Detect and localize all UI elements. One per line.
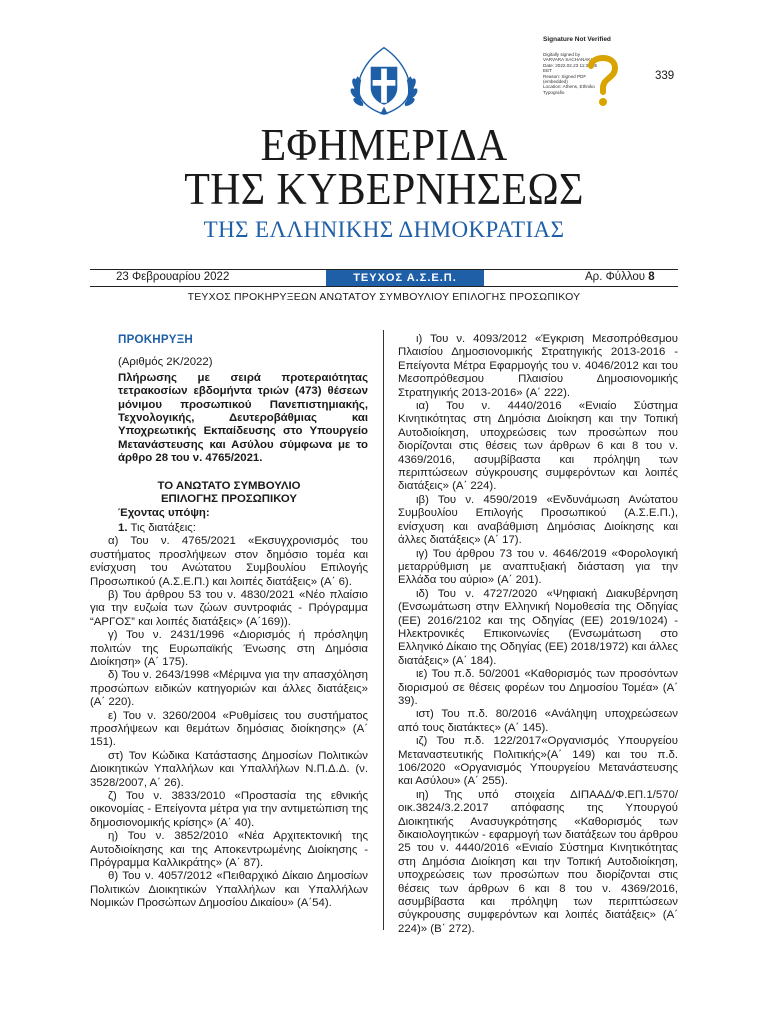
list-item: η) Του ν. 3852/2010 «Νέα Αρχιτεκτονική της Αυτοδιοίκησης και της Αποκεντρωμένης Διοίκησης - Πρόγραμμα Καλλικράτης» (Α΄ 87).	[90, 830, 368, 870]
provisions-intro	[118, 522, 368, 535]
notice-heading: ΠΡΟΚΗΡΥΞΗ	[118, 333, 193, 346]
authority-line1: ΤΟ ΑΝΩΤΑΤΟ ΣΥΜΒΟΥΛΙΟ	[157, 479, 301, 492]
issue-number-label: Αρ. Φύλλου	[585, 271, 646, 283]
gazette-subtitle: ΤΗΣ ΕΛΛΗΝΙΚΗΣ ΔΗΜΟΚΡΑΤΙΑΣ	[203, 217, 565, 242]
list-item: στ) Τον Κώδικα Κατάστασης Δημοσίων Πολιτικών Διοικητικών Υπαλλήλων και Υπαλλήλων Ν.Π.Δ.Δ. (ν. 3528/2007, Α΄ 26).	[90, 749, 368, 789]
notice-summary: Πλήρωσης με σειρά προτεραιότητας τετρακοσίων εβδομήντα τριών (473) θέσεων μόνιμου προσωπικού Πανεπιστημιακής, Τεχνολογικής, Δευτεροβάθμιας και Υποχρεωτικής Εκπαίδευσης στο Υπουργείο Μετανάστευσης και Ασύλου σύμφωνα με το άρθρο 28 του ν. 4765/2021.	[118, 371, 368, 465]
issue-number-value: 8	[648, 271, 655, 283]
issuing-authority	[90, 480, 368, 507]
list-item: α) Του ν. 4765/2021 «Εκσυγχρονισμός του συστήματος προσλήψεων στον δημόσιο τομέα και ενίσχυση του Ανώτατου Συμβουλίου Επιλογής Προσωπικού (Α.Σ.Ε.Π.) και λοιπές διατάξεις» (Α΄ 6).	[90, 535, 368, 588]
page-number: 339	[655, 70, 675, 82]
series-full-title: ΤΕΥΧΟΣ ΠΡΟΚΗΡΥΞΕΩΝ ΑΝΩΤΑΤΟΥ ΣΥΜΒΟΥΛΙΟΥ ΕΠΙΛΟΓΗΣ ΠΡΟΣΩΠΙΚΟΥ	[187, 291, 581, 303]
issue-series-band: ΤΕΥΧΟΣ Α.Σ.Ε.Π.	[326, 270, 484, 286]
issue-number	[585, 271, 655, 283]
notice-number: (Αριθμός 2Κ/2022)	[118, 356, 213, 369]
list-item: γ) Του ν. 2431/1996 «Διορισμός ή πρόσληψη πολιτών της Ευρωπαϊκής Ένωσης στη Δημόσια Διοίκηση» (Α΄ 175).	[90, 629, 368, 668]
list-item: ιη) Της υπό στοιχεία ΔΙΠΑΑΔ/Φ.ΕΠ.1/570/οικ.3824/3.2.2017 απόφασης της Υπουργού Διοικητικής Ανασυγκρότησης «Καθορισμός των δικαιολογητικών - εφαρμογή των διατάξεων του άρθρου 25 του ν. 4440/2016 «Ενιαίο Σύστημα Κινητικότητας στη Δημόσια Διοίκηση και την Τοπική Αυτοδιοίκηση, υποχρεώσεις των προσώπων που διορίζονται στις θέσεις των άρθρων 6 και 8 του ν. 4369/2016, ασυμβίβαστα και πρόληψη των περιπτώσεων σύγκρουσης συμφερόντων και λοιπές διατάξεις» (Α΄ 224)» (Β΄ 272).	[398, 788, 678, 935]
provisions-number: 1.	[118, 521, 128, 534]
list-item: ιγ) Του άρθρου 73 του ν. 4646/2019 «Φορολογική μεταρρύθμιση με αναπτυξιακή διάσταση για την Ελλάδα του αύριο» (Α΄ 201).	[398, 547, 678, 587]
list-item: ιβ) Του ν. 4590/2019 «Ενδυνάμωση Ανώτατου Συμβουλίου Επιλογής Προσωπικού (Α.Σ.Ε.Π.), ενίσχυση και αναβάθμιση Δημόσιας Διοίκησης και άλλες διατάξεις» (Α΄ 17).	[398, 493, 678, 547]
left-column	[90, 333, 368, 911]
list-item: ια) Του ν. 4440/2016 «Ενιαίο Σύστημα Κινητικότητας στη Δημόσια Διοίκηση και την Τοπική Αυτοδιοίκηση, υποχρεώσεις των προσώπων που διορίζονται στις θέσεις των άρθρων 6 και 8 του ν. 4369/2016, ασυμβίβαστα και πρόληψη των περιπτώσεων σύγκρουσης συμφερόντων και λοιπές διατάξεις» (Α΄ 224).	[398, 400, 678, 493]
provisions-label: Τις διατάξεις:	[130, 521, 196, 534]
list-item: δ) Του ν. 2643/1998 «Μέριμνα για την απασχόληση προσώπων ειδικών κατηγοριών και άλλες διατάξεις» (Α΄ 220).	[90, 669, 368, 709]
list-item: ιζ) Του π.δ. 122/2017«Οργανισμός Υπουργείου Μεταναστευτικής Πολιτικής»(Α΄ 149) και του π.δ. 106/2020 «Οργανισμός Υπουργείου Μετανάστευσης και Ασύλου» (Α΄ 255).	[398, 735, 678, 788]
list-item: θ) Του ν. 4057/2012 «Πειθαρχικό Δίκαιο Δημοσίων Πολιτικών Διοικητικών Υπαλλήλων και Υπαλλήλων Νομικών Προσώπων Δημοσίου Δικαίου» (Α΄54).	[90, 870, 368, 910]
list-item: ιε) Του π.δ. 50/2001 «Καθορισμός των προσόντων διορισμού σε θέσεις φορέων του Δημοσίου Τομέα» (Α΄ 39).	[398, 668, 678, 707]
having-regard-heading: Έχοντας υπόψη:	[118, 507, 210, 520]
greek-emblem-icon	[346, 42, 422, 118]
authority-line2: ΕΠΙΛΟΓΗΣ ΠΡΟΣΩΠΙΚΟΥ	[160, 493, 298, 506]
list-item: ι) Του ν. 4093/2012 «Έγκριση Μεσοπρόθεσμου Πλαισίου Δημοσιονομικής Στρατηγικής 2013-2016 - Επείγοντα Μέτρα Εφαρμογής του ν. 4046/2012 και του Μεσοπρόθεσμου Πλαισίου Δημοσιονομικής Στρατηγικής 2013-2016» (Α΄ 222).	[398, 333, 678, 399]
signature-question-mark-icon	[585, 52, 621, 108]
signature-details: Digitally signed by VARVARA SACHANAKI Date: 2022.02.23 11:38:05 EET Reason: Signed PDF (embedded) Location: Athens, Ethniko Typografio	[543, 52, 598, 95]
masthead-bottom-rule	[90, 286, 678, 287]
list-item: ζ) Του ν. 3833/2010 «Προστασία της εθνικής οικονομίας - Επείγοντα μέτρα για την αντιμετώπιση της δημοσιονομικής κρίσης» (Α΄ 40).	[90, 790, 368, 829]
gazette-title-line1: ΕΦΗΜΕΡΙΔΑ	[260, 120, 508, 171]
issue-date: 23 Φεβρουαρίου 2022	[116, 271, 230, 283]
list-item: ιδ) Του ν. 4727/2020 «Ψηφιακή Διακυβέρνηση (Ενσωμάτωση στην Ελληνική Νομοθεσία της Οδηγίας (ΕΕ) 2016/2102 και της Οδηγίας (ΕΕ) 2019/1024) - Ηλεκτρονικές Επικοινωνίες (Ενσωμάτωση στο Ελληνικό Δίκαιο της Οδηγίας (ΕΕ) 2018/1972) και άλλες διατάξεις» (Α΄ 184).	[398, 587, 678, 667]
column-divider	[383, 330, 384, 930]
gazette-title-line2: ΤΗΣ ΚΥΒΕΡΝΗΣΕΩΣ	[184, 164, 584, 215]
right-column	[398, 333, 678, 936]
signature-status-label: Signature Not Verified	[543, 36, 611, 43]
list-item: β) Του άρθρου 53 του ν. 4830/2021 «Νέο πλαίσιο για την ευζωία των ζώων συντροφιάς - Πρόγραμμα “ΑΡΓΟΣ” και λοιπές διατάξεις» (Α΄169)).	[90, 588, 368, 628]
list-item: ιστ) Του π.δ. 80/2016 «Ανάληψη υποχρεώσεων από τους διατάκτες» (Α΄ 145).	[398, 708, 678, 734]
list-item: ε) Του ν. 3260/2004 «Ρυθμίσεις του συστήματος προσλήψεων και θεμάτων δημόσιας διοίκησης» (Α΄ 151).	[90, 709, 368, 749]
